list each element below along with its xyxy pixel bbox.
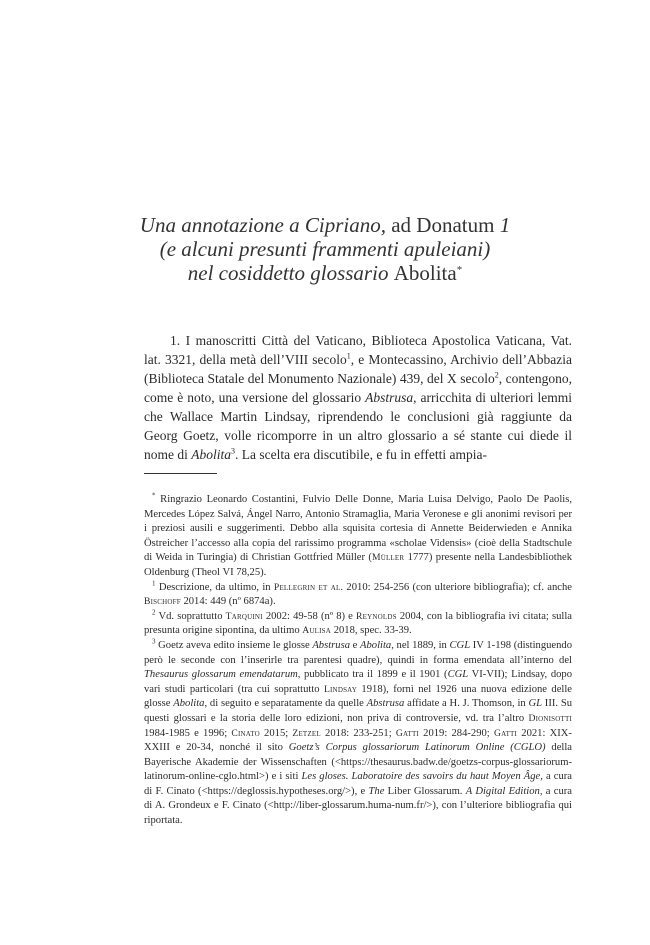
title-italic-part: Una annotazione a Cipriano, bbox=[139, 213, 386, 237]
title-roman-part: ad Donatum bbox=[385, 213, 500, 237]
author-name: Tarquini bbox=[225, 610, 263, 622]
title-line-3 bbox=[100, 261, 550, 285]
footnote-star: * Ringrazio Leonardo Costantini, Fulvio Delle Donne, Maria Luisa Delvigo, Paolo De Paolis, Mercedes López Salvá, Ángel Narro, Antonio Stramaglia, Maria Veronese e gli anonimi revisori per i preziosi ausili e suggerimenti. Debbo alla squisita cortesia di Annette Beiderwieden e Annika Östreicher l’accesso alla copia del rarissimo programma «scholae Vidensis» (cioè della Stadtschule di Weida in Turingia) di Christian Gottfried Müller (Müller 1777) presente nella Landesbibliothek Oldenburg (Theol VI 78,25). bbox=[144, 491, 572, 578]
footnote-mark: * bbox=[152, 491, 156, 500]
footnote-mark: 3 bbox=[152, 637, 156, 646]
footnote-mark: 1 bbox=[152, 579, 156, 588]
footnote-ref: 3 bbox=[231, 446, 235, 456]
body-italic: Abstrusa bbox=[365, 390, 414, 405]
body-segment: , arricchita di ulteriori lemmi che Wallace Martin Lindsay, riprendendo le conclusioni già raggiunte da Georg Goetz, volle ricomporre in un altro glossario a sé stante cui diede il nome di bbox=[144, 390, 572, 462]
footnote-2: $^2$ Vd. soprattutto Tarquini 2002: 49-58 (nº 8) e Reynolds 2004, con la bibliografia ivi citata; sulla presunta origine sipontina, da ultimo Aulisa 2018, spec. 33-39. bbox=[144, 608, 572, 637]
title-line-2: (e alcuni presunti frammenti apuleiani) bbox=[159, 237, 491, 261]
author-name: Müller bbox=[371, 552, 405, 564]
footnote-ref: 1 bbox=[346, 351, 351, 361]
body-segment: , e Montecassino, Archivio dell’Abbazia (Biblioteca Statale del Monumento Nazionale) 439, del X secolo bbox=[144, 352, 572, 386]
author-name: Gatti bbox=[493, 727, 518, 739]
author-name: Cinato bbox=[231, 727, 260, 739]
footnote-ref: 2 bbox=[494, 370, 499, 380]
author-name: Lindsay bbox=[323, 683, 358, 695]
title-footnote-mark: * bbox=[456, 264, 463, 276]
footnote-separator bbox=[144, 473, 217, 474]
footnotes bbox=[144, 493, 572, 829]
footnote-3: $^3$ Goetz aveva edito insieme le glosse Abstrusa e Abolita, nel 1889, in CGL IV 1-198 (distinguendo però le seconde con l’inserirle tra parentesi quadre), quindi in forma emendata all’interno del Thesaurus glossarum emendatarum, pubblicato tra il 1899 e il 1901 (CGL VI-VII); Lindsay, dopo vari studi particolari (tra cui soprattutto Lindsay 1918), fornì nel 1926 una nuova edizione delle glosse Abolita, di seguito e separatamente da quelle Abstrusa affidate a H. J. Thomson, in GL III. Su questi glossari e la storia delle loro edizioni, non priva di controversie, vd. tra l’altro Dionisotti 1984-1985 e 1996; Cinato 2015; Zetzel 2018: 233-251; Gatti 2019: 284-290; Gatti 2021: XIX-XXIII e 20-34, nonché il sito Goetz’s Corpus glossariorum Latinorum Online (CGLO) della Bayerische Akademie der Wissenschaften (<https://thesaurus.badw.de/goetzs-corpus-glossariorum-latinorum-online-cglo.html>) e i siti Les gloses. Laboratoire des savoirs du haut Moyen Âge, a cura di F. Cinato (<https://deglossis.hypotheses.org/>), e The Liber Glossarum. A Digital Edition, a cura di A. Grondeux e F. Cinato (<http://liber-glossarum.huma-num.fr/>), con l’ulteriore bibliografia qui riportata. bbox=[144, 637, 573, 827]
body-segment: . La scelta era discutibile, e fu in effetti ampia- bbox=[235, 447, 488, 462]
body-italic: Abolita bbox=[191, 447, 231, 462]
title-italic-part: nel cosiddetto glossario bbox=[187, 261, 394, 285]
body-segment: , contengono, come è noto, una versione del glossario bbox=[144, 371, 572, 405]
author-name: Gatti bbox=[395, 727, 419, 739]
title-line-1 bbox=[100, 213, 550, 237]
author-name: Reynolds bbox=[356, 610, 397, 622]
main-paragraph bbox=[144, 331, 572, 464]
author-name: Dionisotti bbox=[528, 712, 572, 724]
title-number: 1 bbox=[499, 213, 511, 237]
title-roman-part: Abolita bbox=[393, 261, 457, 285]
footnote-mark: 2 bbox=[152, 608, 156, 617]
author-name: Aulisa bbox=[302, 625, 332, 637]
body-segment: 1. I manoscritti Città del Vaticano, Biblioteca Apostolica Vaticana, Vat. lat. 3321, della metà dell’VIII secolo bbox=[144, 333, 572, 367]
author-name: Zetzel bbox=[292, 727, 321, 739]
footnote-1: $^1$ Descrizione, da ultimo, in Pellegrin et al. 2010: 254-256 (con ulteriore bibliografia); cf. anche Bischoff 2014: 449 (nº 6874a). bbox=[144, 579, 573, 608]
author-name: Bischoff bbox=[144, 596, 181, 608]
article-title bbox=[100, 213, 550, 285]
author-name: Pellegrin et al. bbox=[273, 581, 344, 593]
